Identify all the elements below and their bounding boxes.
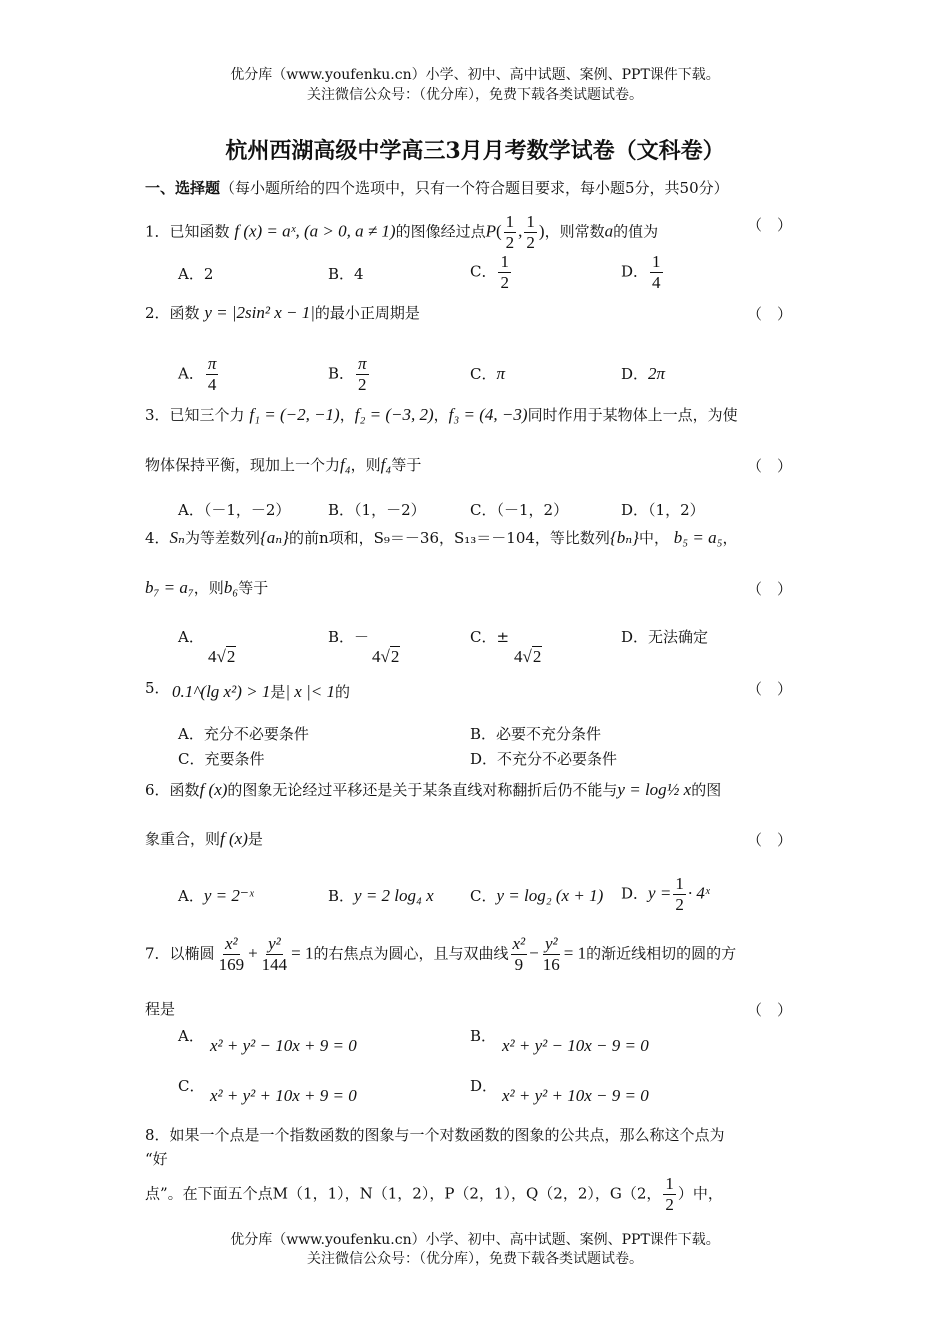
q3-answer-paren: （ ）	[747, 457, 793, 475]
question-3: 3．已知三个力 f₁ = (−2, −1)，f₂ = (−3, 2)，f₃ = (4, −3)同时作用于某物体上一点，为使	[145, 405, 738, 424]
q5-formula-2: | x |< 1	[285, 682, 335, 701]
q2-number: 2．	[145, 304, 170, 322]
q5-number: 5．	[145, 679, 170, 697]
q3-pre: 已知三个力	[169, 406, 245, 424]
footer-line-2: 关注微信公众号：（优分库），免费下载各类试题试卷。	[307, 1251, 643, 1267]
q7-option-d-value: x² + y² + 10x − 9 = 0	[502, 1086, 649, 1105]
q2-formula: y = |2sin² x − 1|	[204, 303, 315, 322]
q3-f2: f₂ = (−3, 2)	[354, 405, 434, 424]
q3-option-c: C．（－1，2）	[470, 501, 569, 519]
q3-option-a: A．（－1，－2）	[178, 501, 291, 519]
q4-a-sqrt: 4√2	[208, 647, 236, 666]
q4-option-d: D．无法确定	[621, 628, 709, 646]
q3-number: 3．	[145, 406, 170, 424]
header-line-2: 关注微信公众号：（优分库），免费下载各类试题试卷。	[307, 87, 643, 103]
q4-option-c: C．± 4√2	[470, 628, 542, 666]
q4-option-b: B．－ 4√2	[328, 628, 400, 666]
q2-answer-paren: （ ）	[747, 305, 793, 323]
q6-d-fraction: $\frac{1}{2}$	[675, 874, 684, 914]
question-5	[145, 678, 170, 698]
q2-b-fraction: $\frac{\pi}{2}$	[358, 354, 367, 394]
q7-answer-paren: （ ）	[747, 1001, 793, 1019]
question-6-line-2: 象重合，则f (x)是	[145, 829, 263, 848]
q6-fx: f (x)	[199, 780, 228, 799]
q1-number: 1．	[145, 222, 170, 241]
q4-b-sqrt: 4√2	[372, 647, 400, 666]
q3-f1: f₁ = (−2, −1)	[249, 405, 340, 424]
q7-option-d: D．	[470, 1077, 498, 1095]
q5-option-c: C．充要条件	[178, 750, 265, 768]
question-5-formula-line: 0.1^(lg x²) > 1是| x |< 1的	[172, 682, 350, 701]
q2-pre: 函数	[169, 304, 200, 322]
q6-option-a: A．y = 2⁻ˣ	[178, 886, 254, 905]
q1-option-d: D． $\frac{1}{4}$	[621, 252, 661, 292]
q5-answer-paren: （ ）	[747, 680, 793, 698]
q2-option-b: B． $\frac{\pi}{2}$	[328, 354, 367, 394]
q6-log: y = log½ x	[617, 780, 692, 799]
question-6: 6．函数f (x)的图象无论经过平移还是关于某条直线对称翻折后仍不能与y = log½ x的图	[145, 780, 722, 799]
section-note: （每小题所给的四个选项中，只有一个符合题目要求，每小题5分，共50分）	[220, 179, 729, 197]
q3-option-b: B．（1，－2）	[328, 501, 426, 519]
page-title: 杭州西湖高级中学高三3月月考数学试卷（文科卷）	[225, 138, 725, 164]
q1-formula: f (x) = aˣ, (a > 0, a ≠ 1)	[234, 221, 396, 241]
q1-pre: 已知函数	[169, 222, 230, 241]
q5-formula: 0.1^(lg x²) > 1	[172, 682, 271, 701]
q3-post: 同时作用于某物体上一点，为使	[527, 406, 738, 424]
q3-f4: f₄	[340, 455, 351, 474]
question-8: 8．如果一个点是一个指数函数的图象与一个对数函数的图象的公共点，那么称这个点为	[145, 1126, 725, 1144]
q2-post: 的最小正周期是	[314, 304, 420, 322]
q4-an: {aₙ}	[259, 528, 289, 547]
q7-number: 7．	[145, 944, 170, 963]
q4-answer-paren: （ ）	[747, 580, 793, 598]
q6-option-d: D．y = $\frac{1}{2}$ · 4ˣ	[621, 874, 710, 914]
q2-option-d: D．2π	[621, 364, 666, 383]
q1-option-a: A．2	[178, 265, 214, 283]
q4-bn: {bₙ}	[609, 528, 639, 547]
q7-ellipse-y: $\frac{\text{y²}}{144}$	[261, 934, 288, 974]
q1-c-fraction: $\frac{1}{2}$	[500, 252, 509, 292]
q2-option-c: C．π	[470, 364, 506, 383]
q1-post: ，则常数	[544, 222, 605, 241]
q7-hyperbola-y: $\frac{\text{y²}}{16}$	[542, 934, 560, 974]
question-2	[145, 303, 420, 323]
q1-option-b: B．4	[328, 265, 364, 283]
q1-d-fraction: $\frac{1}{4}$	[652, 252, 661, 292]
q2-a-fraction: $\frac{\pi}{4}$	[207, 354, 217, 394]
q7-option-c-value: x² + y² + 10x + 9 = 0	[210, 1086, 357, 1105]
q4-c-sqrt: 4√2	[514, 647, 542, 666]
q3-option-d: D．（1，2）	[621, 501, 705, 519]
q1-answer-paren: （ ）	[747, 216, 793, 234]
q5-option-a: A．充分不必要条件	[178, 725, 309, 743]
q2-option-a: A． $\frac{\pi}{4}$	[178, 354, 217, 394]
q4-number: 4．	[145, 529, 170, 547]
question-3-line-2: 物体保持平衡，现加上一个力f₄，则f₄等于	[145, 455, 422, 474]
q6-number: 6．	[145, 781, 170, 799]
q7-ellipse-x: $\frac{\text{x²}}{169}$	[218, 934, 245, 974]
q1-var: a	[604, 221, 614, 241]
q7-option-a: A．	[178, 1027, 204, 1045]
q8-number: 8．	[145, 1126, 170, 1144]
question-4-line-2: b₇ = a₇，则b₆等于	[145, 578, 269, 597]
question-4: 4．Sₙ为等差数列{aₙ}的前n项和，S₉＝－36，S₁₃＝－104，等比数列{bₙ}中， b₅ = a₅，	[145, 528, 738, 547]
section-heading	[145, 178, 729, 198]
q4-option-a: A． 4√2	[178, 628, 236, 666]
q4-b6: b₆	[223, 578, 239, 597]
q5-option-d: D．不充分不必要条件	[470, 750, 618, 768]
q7-option-b-value: x² + y² − 10x − 9 = 0	[502, 1036, 649, 1055]
q1-mid: 的图像经过点	[395, 222, 486, 241]
q7-option-a-value: x² + y² − 10x + 9 = 0	[210, 1036, 357, 1055]
q8-g-fraction: $\frac{1}{2}$	[665, 1174, 674, 1214]
q1-half-2: $\frac{1}{2}$	[526, 212, 535, 252]
q1-half-1: $\frac{1}{2}$	[505, 212, 515, 252]
question-7-line-2: 程是	[145, 1000, 176, 1018]
q1-option-c: C． $\frac{1}{2}$	[470, 252, 509, 292]
q4-eq-2: b₇ = a₇	[145, 578, 194, 597]
question-8-line-2: “好	[145, 1150, 168, 1168]
q7-hyperbola-x: $\frac{\text{x²}}{9}$	[512, 934, 526, 974]
question-8-line-3: 点”。在下面五个点M（1，1），N（1，2），P（2，1），Q（2，2），G（2， $\frac{1}{2}$ ）中，	[145, 1174, 723, 1214]
q3-f3: f₃ = (4, −3)	[448, 405, 528, 424]
q7-option-b: B．	[470, 1027, 497, 1045]
q5-option-b: B．必要不充分条件	[470, 725, 602, 743]
q6-option-c: C．y = log₂ (x + 1)	[470, 886, 604, 905]
section-label: 一、选择题	[145, 179, 221, 197]
q4-eq-1: b₅ = a₅	[673, 528, 723, 547]
q7-option-c: C．	[178, 1077, 205, 1095]
question-1: 1．已知函数 f (x) = aˣ, (a > 0, a ≠ 1)的图像经过点P( $\frac{1}{2}$ , $\frac{1}{2}$ )，则常数a的值为	[145, 212, 659, 252]
header-line-1: 优分库（www.youfenku.cn）小学、初中、高中试题、案例、PPT课件下载。	[230, 67, 720, 83]
footer-line-1: 优分库（www.youfenku.cn）小学、初中、高中试题、案例、PPT课件下载。	[230, 1232, 720, 1248]
question-7: 7．以椭圆 $\frac{\text{x²}}{169}$ + $\frac{\text{y²}}{144}$ = 1的右焦点为圆心，且与双曲线 $\frac{\text{x²}}{9}$ − $\frac{\text{y²}}{16}$ = 1的渐近线相切的圆的方	[145, 934, 737, 974]
q6-option-b: B．y = 2 log₄ x	[328, 886, 434, 905]
q1-post2: 的值为	[613, 222, 659, 241]
q4-sn: Sₙ	[169, 528, 185, 547]
q6-answer-paren: （ ）	[747, 831, 793, 849]
q1-point: P	[485, 221, 496, 241]
